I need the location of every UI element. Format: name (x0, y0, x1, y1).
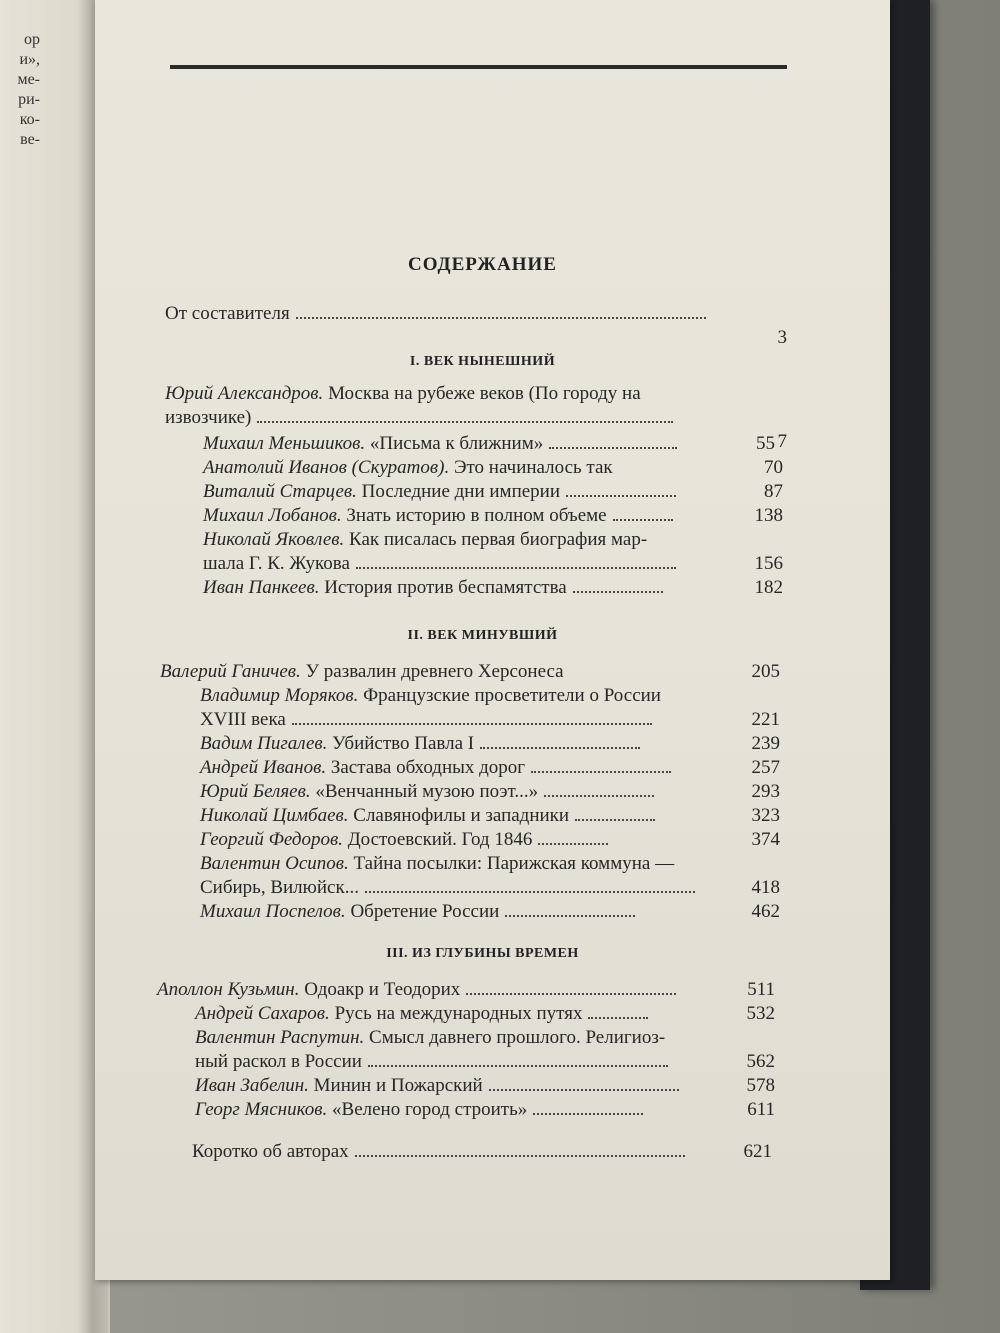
entry-title: Достоевский. Год 1846 (347, 829, 533, 850)
toc-entry (203, 504, 783, 528)
leader-dots (292, 719, 652, 725)
toc-entry-outro (192, 1140, 772, 1164)
entry-title-cont: извозчике) (165, 407, 252, 428)
toc-entry (200, 900, 780, 924)
entry-author: Владимир Моряков. (200, 685, 359, 706)
entry-page: 138 (754, 505, 783, 526)
toc-entry (200, 852, 780, 900)
leader-dots (575, 815, 655, 821)
section-heading: I. ВЕК НЫНЕШНИЙ (409, 354, 556, 369)
entry-author: Михаил Меньшиков. (203, 433, 366, 454)
entry-page: 70 (764, 457, 783, 478)
leader-dots (544, 791, 654, 797)
entry-page: 374 (751, 829, 780, 850)
header-rule (170, 65, 787, 69)
toc-entry (200, 684, 780, 732)
entry-title: Французские просветители о России (363, 685, 661, 706)
entry-title: Славянофилы и западники (353, 805, 570, 826)
entry-title: Русь на международных путях (334, 1003, 583, 1024)
entry-author: Иван Панкеев. (203, 577, 320, 598)
entry-title: Как писалась первая биография мар- (349, 529, 648, 550)
entry-page: 182 (754, 577, 783, 598)
leader-dots (365, 887, 695, 893)
leader-dots (466, 989, 676, 995)
entry-title: «Письма к ближним» (369, 433, 544, 454)
entry-title: Знать историю в полном объеме (346, 505, 607, 526)
entry-title: Одоакр и Теодорих (304, 979, 461, 1000)
entry-page: 87 (764, 481, 783, 502)
entry-title-cont: шала Г. К. Жукова (203, 553, 350, 574)
leader-dots (533, 1109, 643, 1115)
toc-entry (195, 1074, 775, 1098)
leader-dots (257, 417, 673, 423)
leader-dots (356, 563, 676, 569)
leader-dots (538, 839, 608, 845)
leader-dots (573, 587, 663, 593)
entry-page: 511 (747, 979, 775, 1000)
entry-title: Последние дни империи (361, 481, 561, 502)
leader-dots (296, 313, 706, 319)
entry-author: Николай Яковлев. (203, 529, 345, 550)
entry-author: Аполлон Кузьмин. (157, 979, 300, 1000)
leader-dots (549, 443, 677, 449)
toc-entry (203, 528, 783, 576)
entry-title: Тайна посылки: Парижская коммуна — (353, 853, 675, 874)
entry-page: 55 (756, 433, 775, 454)
toc-entry (200, 732, 780, 756)
leader-dots (613, 515, 673, 521)
entry-page: 7 (777, 431, 787, 452)
fragment: ко- (19, 111, 40, 128)
entry-title: Обретение России (350, 901, 500, 922)
entry-author: Юрий Беляев. (200, 781, 311, 802)
left-page-text-fragments (0, 30, 40, 150)
fragment: ри- (18, 91, 40, 108)
section-heading: III. ИЗ ГЛУБИНЫ ВРЕМЕН (386, 946, 579, 961)
entry-author: Георгий Федоров. (200, 829, 343, 850)
entry-page: 418 (751, 877, 780, 898)
entry-author: Анатолий Иванов (Скуратов). (203, 457, 450, 478)
entry-author: Андрей Сахаров. (195, 1003, 330, 1024)
entry-title: У развалин древнего Херсонеса (305, 661, 564, 682)
entry-title: Минин и Пожарский (313, 1075, 483, 1096)
entry-title: Коротко об авторах (192, 1141, 349, 1162)
entry-author: Валентин Распутин. (195, 1027, 365, 1048)
entry-author: Николай Цимбаев. (200, 805, 349, 826)
leader-dots (588, 1013, 648, 1019)
entry-page: 578 (746, 1075, 775, 1096)
entry-title-cont: ный раскол в России (195, 1051, 362, 1072)
toc-entry (200, 756, 780, 780)
toc-entry (200, 780, 780, 804)
entry-author: Андрей Иванов. (200, 757, 327, 778)
entry-page: 205 (751, 661, 780, 682)
entry-page: 532 (746, 1003, 775, 1024)
entry-page: 293 (751, 781, 780, 802)
fragment: ор (24, 31, 40, 48)
entry-page: 323 (751, 805, 780, 826)
entry-page: 257 (751, 757, 780, 778)
toc-entry (203, 576, 783, 600)
toc-entry (160, 660, 780, 684)
toc-entry (195, 1098, 775, 1122)
entry-page: 562 (746, 1051, 775, 1072)
entry-page: 611 (747, 1099, 775, 1120)
toc-entry-intro (165, 302, 787, 350)
entry-title-cont: XVIII века (200, 709, 286, 730)
entry-author: Иван Забелин. (195, 1075, 309, 1096)
entry-author: Михаил Поспелов. (200, 901, 346, 922)
entry-page: 3 (777, 327, 787, 348)
entry-title: Это начиналось так (453, 457, 613, 478)
entry-title: «Венчанный музою поэт...» (315, 781, 539, 802)
toc-entry (203, 432, 775, 456)
entry-title: Убийство Павла I (332, 733, 475, 754)
entry-title: Москва на рубеже веков (По городу на (328, 383, 641, 404)
leader-dots (480, 743, 640, 749)
entry-page: 621 (743, 1141, 772, 1162)
entry-author: Георг Мясников. (195, 1099, 328, 1120)
entry-author: Валентин Осипов. (200, 853, 349, 874)
entry-page: 239 (751, 733, 780, 754)
leader-dots (505, 911, 635, 917)
fragment: ве- (20, 131, 40, 148)
toc-entry (203, 480, 783, 504)
entry-author: Виталий Старцев. (203, 481, 357, 502)
entry-author: Валерий Ганичев. (160, 661, 301, 682)
toc-entry (203, 456, 783, 480)
toc-entry (195, 1026, 775, 1074)
toc-entry (200, 828, 780, 852)
entry-author: Михаил Лобанов. (203, 505, 342, 526)
fragment: и», (19, 51, 40, 68)
toc-entry (195, 1002, 775, 1026)
entry-author: Юрий Александров. (165, 383, 324, 404)
entry-page: 462 (751, 901, 780, 922)
page-title: СОДЕРЖАНИЕ (408, 254, 557, 275)
entry-title: «Велено город строить» (332, 1099, 528, 1120)
fragment: ме- (17, 71, 40, 88)
leader-dots (531, 767, 671, 773)
entry-title: От составителя (165, 303, 290, 324)
entry-page: 221 (751, 709, 780, 730)
section-heading: II. ВЕК МИНУВШИЙ (407, 628, 558, 643)
contents-page (95, 0, 890, 1280)
entry-title: История против беспамятства (324, 577, 567, 598)
toc-entry (157, 978, 775, 1002)
leader-dots (355, 1151, 685, 1157)
leader-dots (368, 1061, 668, 1067)
entry-author: Вадим Пигалев. (200, 733, 328, 754)
entry-title: Смысл давнего прошлого. Религиоз- (369, 1027, 666, 1048)
leader-dots (489, 1085, 679, 1091)
entry-title-cont: Сибирь, Вилюйск... (200, 877, 359, 898)
entry-title: Застава обходных дорог (330, 757, 526, 778)
entry-page: 156 (754, 553, 783, 574)
leader-dots (566, 491, 676, 497)
toc-entry (200, 804, 780, 828)
